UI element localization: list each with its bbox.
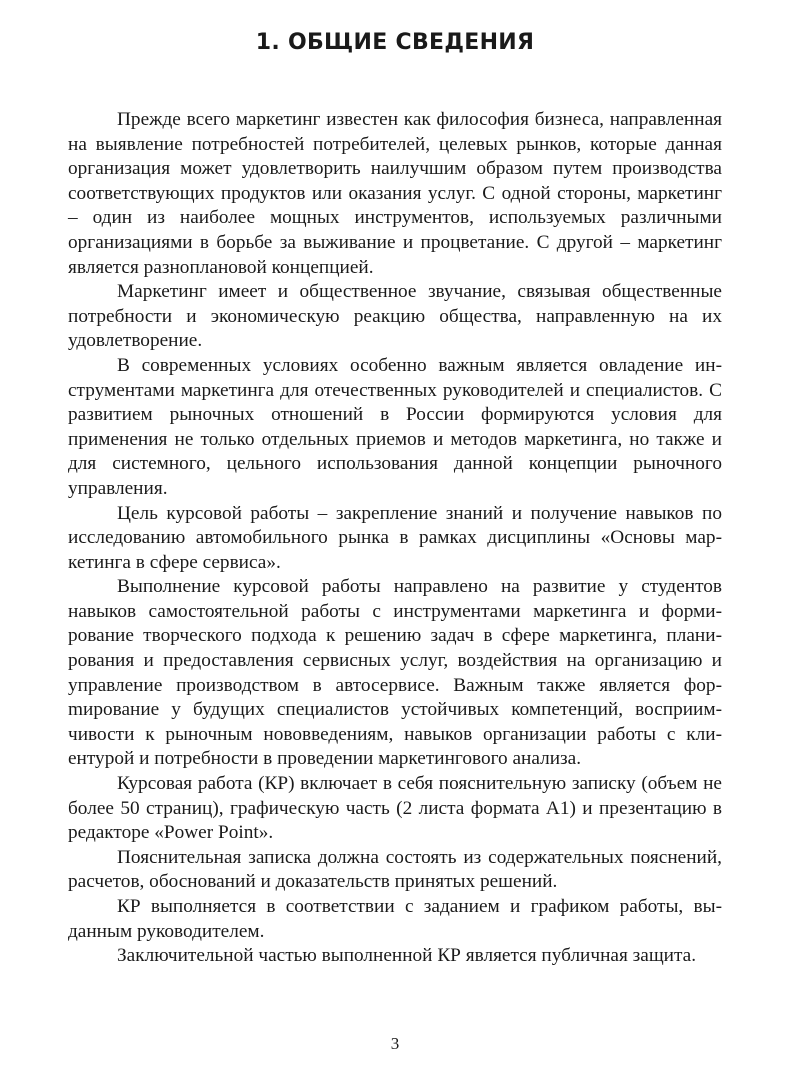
paragraph: Курсовая работа (КР) включает в себя пояснительную записку (объем не более 50 страниц), графическую часть (2 листа формата А1) и презентацию в редакторе «Power Point». xyxy=(68,773,722,844)
paragraph: Маркетинг имеет и общественное звучание, связывая общественные потребности и экономическую реакцию общества, направленную на их удовлетворение. xyxy=(68,281,722,352)
page-number: 3 xyxy=(390,1034,400,1053)
paragraph: Пояснительная записка должна состоять из содержательных пояснений, расчетов, обоснований и доказательств принятых решений. xyxy=(68,846,722,893)
paragraph: Выполнение курсовой работы направлено на развитие у студентов навыков самостоятельной работы с инструментами маркетинга и формирование творческого подхода к решению задач в сфере маркетинга, планирования и предоставления сервисных услуг, воздействия на организацию и управление производством в автосервисе. Важным также является форmирование у будущих специалистов устойчивых компетенций, восприимчивости к рыночным нововведениям, навыков организации работы с клиентурой и потребности в проведении маркетингового анализа. xyxy=(68,576,722,770)
body-text xyxy=(68,108,722,969)
paragraph: Цель курсовой работы – закрепление знаний и получение навыков по исследованию автомобильного рынка в рамках дисциплины «Основы маркетинга в сфере сервиса». xyxy=(68,502,722,573)
section-heading: 1. ОБЩИЕ СВЕДЕНИЯ xyxy=(255,30,535,55)
paragraph: КР выполняется в соответствии с заданием и графиком работы, выданным руководителем. xyxy=(68,896,722,942)
paragraph: Заключительной частью выполненной КР является публичная защита. xyxy=(117,945,697,967)
paragraph: Прежде всего маркетинг известен как философия бизнеса, направленная на выявление потребностей потребителей, целевых рынков, которые данная организация может удовлетворить наилучшим образом путем производства соответствующих продуктов или оказания услуг. С одной стороны, маркетинг – один из наиболее мощных инструментов, используемых различными организациями в борьбе за выживание и процветание. С другой – маркетинг является разноплановой концепцией. xyxy=(68,109,722,278)
paragraph: В современных условиях особенно важным является овладение инструментами маркетинга для отечественных руководителей и специалистов. С развитием рыночных отношений в России формируются условия для применения не только отдельных приемов и методов маркетинга, но также и для системного, цельного использования данной концепции рыночного управления. xyxy=(68,354,722,499)
